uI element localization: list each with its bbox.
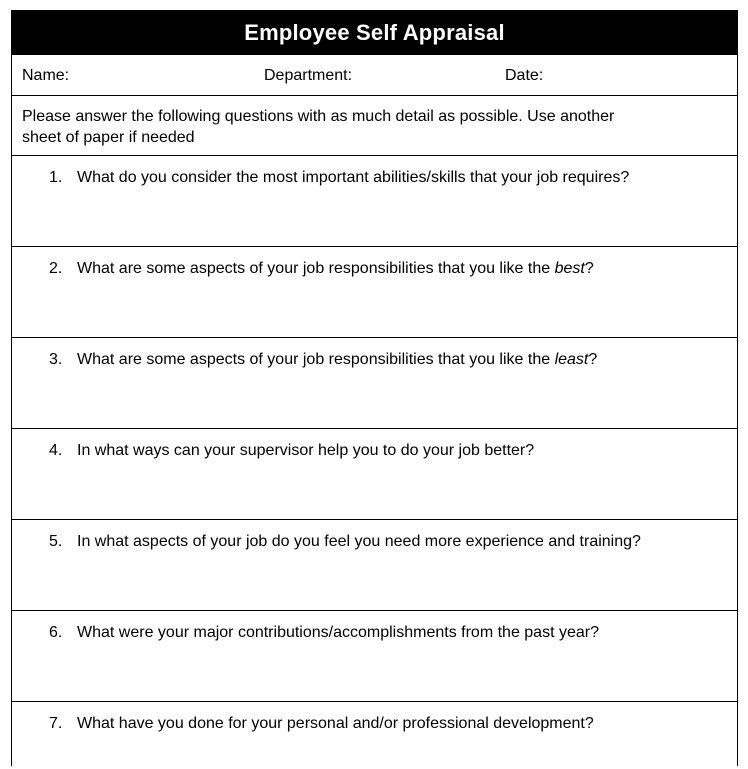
question-text: In what ways can your supervisor help you to do your job better? bbox=[77, 442, 535, 459]
question-number: 5. bbox=[49, 533, 63, 550]
question-number: 3. bbox=[49, 351, 63, 368]
date-label: Date: bbox=[505, 67, 544, 84]
form-title: Employee Self Appraisal bbox=[244, 19, 505, 45]
employee-info-row bbox=[12, 55, 737, 96]
question-7 bbox=[12, 702, 737, 766]
question-text: What were your major contributions/accomplishments from the past year? bbox=[77, 624, 599, 641]
question-number: 7. bbox=[49, 715, 63, 732]
question-1 bbox=[12, 156, 737, 247]
instructions-line-2: sheet of paper if needed bbox=[22, 129, 195, 146]
question-5 bbox=[12, 520, 737, 611]
question-number: 6. bbox=[49, 624, 63, 641]
question-2 bbox=[12, 247, 737, 338]
question-number: 2. bbox=[49, 260, 63, 277]
department-label: Department: bbox=[264, 67, 353, 84]
self-appraisal-form bbox=[11, 10, 738, 766]
instructions-line-1: Please answer the following questions with as much detail as possible. Use another bbox=[22, 108, 615, 125]
name-label: Name: bbox=[22, 67, 70, 84]
question-text: What have you done for your personal and/or professional development? bbox=[77, 715, 594, 732]
question-4 bbox=[12, 429, 737, 520]
question-text: What do you consider the most important abilities/skills that your job requires? bbox=[77, 169, 630, 186]
question-text: In what aspects of your job do you feel you need more experience and training? bbox=[77, 533, 641, 550]
question-text: What are some aspects of your job responsibilities that you like the least? bbox=[77, 351, 598, 368]
question-number: 1. bbox=[49, 169, 63, 186]
question-text: What are some aspects of your job responsibilities that you like the best? bbox=[77, 260, 594, 277]
question-list bbox=[12, 156, 737, 766]
question-6 bbox=[12, 611, 737, 702]
instructions bbox=[12, 96, 737, 156]
question-3 bbox=[12, 338, 737, 429]
form-title-bar bbox=[12, 10, 737, 55]
question-number: 4. bbox=[49, 442, 63, 459]
